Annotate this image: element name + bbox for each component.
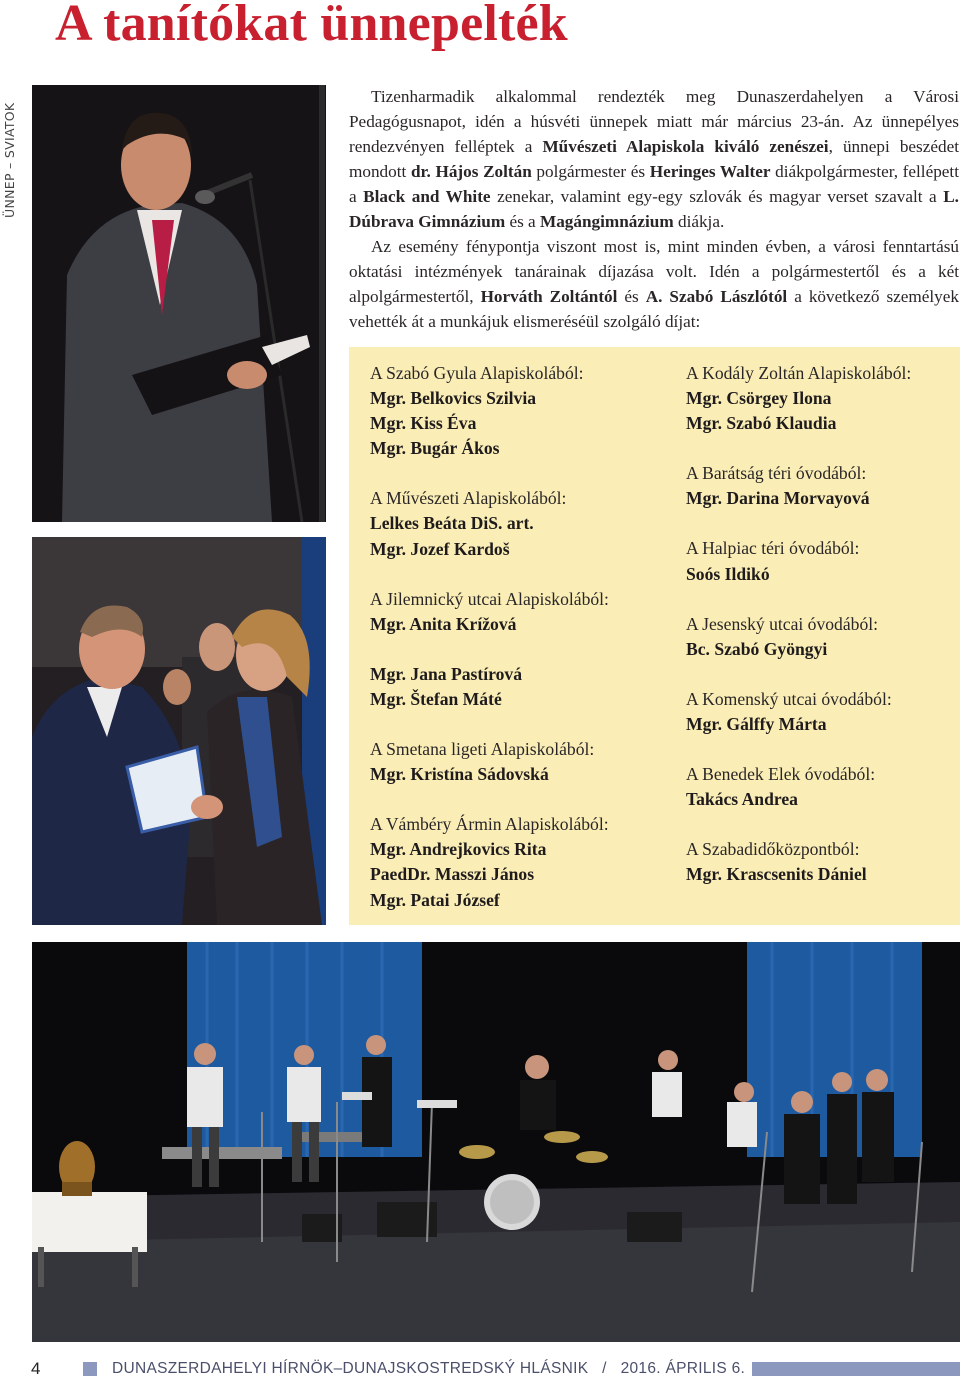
awardee-name: Takács Andrea [686,789,798,810]
awardee-name: Mgr. Krascsenits Dániel [686,864,867,885]
school-name: A Jilemnický utcai Alapiskolából: [370,588,609,609]
highlighted-name: A. Szabó Lászlótól [645,287,788,306]
awardee-name: Mgr. Jozef Kardoš [370,538,510,559]
school-name: A Szabadidőközpontból: [686,839,860,860]
intro-text: diákpolgármester, fellépett a [349,162,959,206]
award-group [370,737,680,787]
intro-text: Tizenharmadik alkalommal rendezték meg Dunaszerdahelyen a Városi Pedagógusnapot, idén a húsvéti ünnepek miatt már március 23-án. Az ünnepélyes rendezvényen felléptek a [349,87,959,156]
awards-column-left [370,361,680,938]
school-name: A Szabó Gyula Alapiskolából: [370,363,584,383]
intro-text: polgármester és [531,162,650,181]
page-footer [0,1356,960,1383]
award-handshake-photo [32,537,326,925]
awardee-name: Mgr. Kristína Sádovská [370,764,549,785]
school-name: A Smetana ligeti Alapiskolából: [370,739,595,760]
school-name: A Halpiac téri óvodából: [686,538,860,559]
school-name: A Komenský utcai óvodából: [686,688,892,709]
award-group [686,687,956,737]
school-name: A Jesenský utcai óvodából: [686,613,879,634]
intro-text: zenekar, valamint egy-egy szlovák és magyar verset szavalt a [490,187,944,206]
highlighted-name: Heringes Walter [649,162,771,181]
footer-square [83,1362,97,1376]
awardee-name: Soós Ildikó [686,563,770,584]
intro-text: és [617,287,646,306]
award-group [370,486,680,561]
award-group [686,837,956,887]
section-label-text: ÜNNEP – SVIATOK [2,102,17,218]
highlighted-name: Magángimnázium [539,212,674,231]
awards-box [349,347,960,925]
school-name: A Barátság téri óvodából: [686,463,867,484]
highlighted-name: L. Dúbrava Gimnázium [349,187,959,231]
awardee-name: Mgr. Patai József [370,889,500,910]
intro-text: és a [505,212,540,231]
footer-bar [752,1362,960,1376]
intro-text: diákja. [673,212,725,231]
highlighted-name: Black and White [363,187,491,206]
award-group [686,612,956,662]
highlighted-name: Művészeti Alapiskola kiváló zenészei [542,137,829,156]
school-name: A Benedek Elek óvodából: [686,764,876,785]
award-group [686,361,956,436]
awardee-name: Mgr. Csörgey Ilona [686,388,832,409]
awardee-name: Mgr. Anita Krížová [370,613,517,634]
footer-publication: DUNASZERDAHELYI HÍRNÖK–DUNAJSKOSTREDSKÝ HLÁSNIK / 2016. ÁPRILIS 6. [112,1360,746,1377]
school-name: A Művészeti Alapiskolából: [370,488,567,509]
award-group [686,762,956,812]
awardee-name: Mgr. Andrejkovics Rita [370,839,547,860]
awardee-name: Bc. Szabó Gyöngyi [686,638,828,659]
award-group [370,361,680,461]
awardee-name: Mgr. Darina Morvayová [686,488,870,509]
award-group [370,587,680,637]
awardee-name: Mgr. Jana Pastírová [370,663,522,684]
section-label [2,88,20,218]
intro-text: , ünnepi beszédet mondott [349,137,959,181]
award-group [370,662,680,712]
awardee-name: Mgr. Štefan Máté [370,688,502,709]
award-group [370,812,680,912]
intro-paragraph-1 [349,84,959,234]
band-stage-photo [32,942,960,1342]
intro-text: a következő személyek vehették át a munkájuk elismeréséül szolgáló díjat: [349,287,959,331]
article-intro [349,84,959,334]
page-number: 4 [31,1359,41,1378]
awardee-name: Mgr. Belkovics Szilvia [370,388,536,409]
highlighted-name: Horváth Zoltántól [480,287,618,306]
school-name: A Kodály Zoltán Alapiskolából: [686,363,912,383]
awardee-name: Mgr. Gálffy Márta [686,713,827,734]
article-title: A tanítókat ünnepelték [55,0,568,52]
awards-column-right [686,361,956,912]
intro-paragraph-2 [349,234,959,334]
awardee-name: PaedDr. Masszi János [370,864,535,885]
awardee-name: Mgr. Bugár Ákos [370,438,500,459]
awardee-name: Mgr. Kiss Éva [370,413,477,434]
awardee-name: Mgr. Szabó Klaudia [686,413,837,434]
award-group [686,461,956,511]
intro-text: Az esemény fénypontja viszont most is, mint minden évben, a városi fenntartású oktatási intézmények tanárainak díjazása volt. Idén a polgármestertől és a két alpolgármestertől, [349,237,959,306]
school-name: A Vámbéry Ármin Alapiskolából: [370,814,609,835]
speaker-photo [32,85,326,522]
highlighted-name: dr. Hájos Zoltán [410,162,532,181]
awardee-name: Lelkes Beáta DiS. art. [370,513,534,534]
award-group [686,536,956,586]
